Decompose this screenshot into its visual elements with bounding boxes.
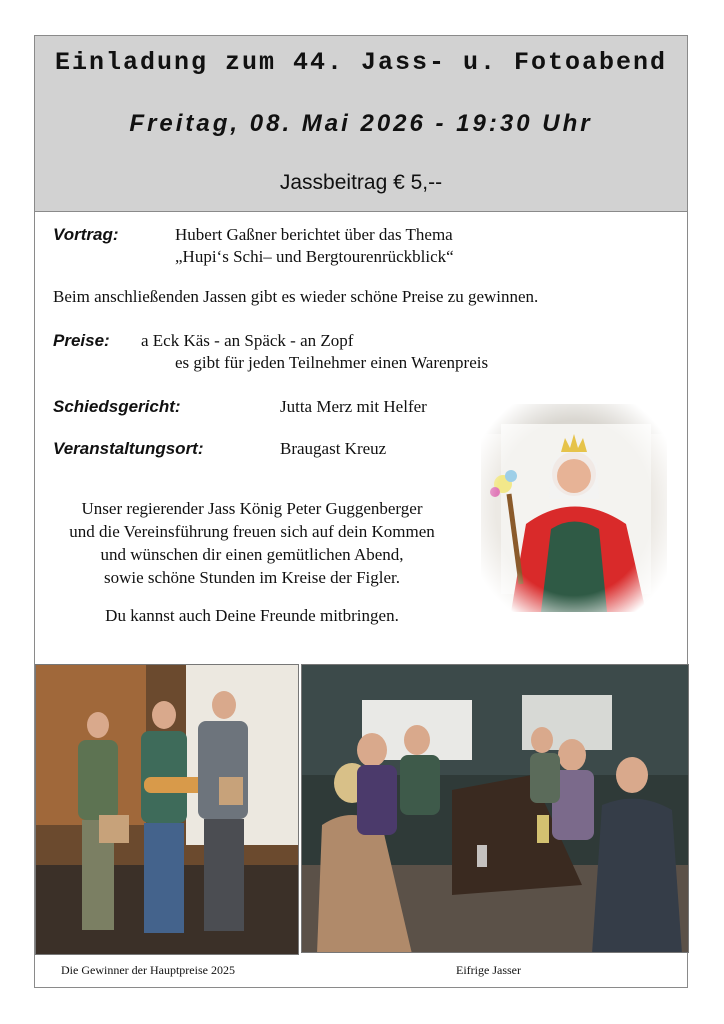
caption-left: Die Gewinner der Hauptpreise 2025 bbox=[61, 963, 235, 977]
vortrag-line-1: Hubert Gaßner berichtet über das Thema bbox=[175, 225, 453, 244]
preise-line-1: a Eck Käs - an Späck - an Zopf bbox=[141, 331, 354, 350]
message-line-4: sowie schöne Stunden im Kreise der Figler. bbox=[103, 568, 401, 587]
schiedsgericht-label: Schiedsgericht: bbox=[53, 397, 181, 416]
winners-photo bbox=[35, 664, 299, 955]
event-date: Freitag, 08. Mai 2026 - 19:30 Uhr bbox=[129, 110, 593, 137]
message-line-2: und die Vereinsführung freuen sich auf dein Kommen bbox=[69, 522, 435, 541]
invitation-message bbox=[35, 497, 469, 627]
veranstaltungsort-value: Braugast Kreuz bbox=[280, 439, 387, 458]
header-banner bbox=[35, 36, 687, 212]
schiedsgericht-value: Jutta Merz mit Helfer bbox=[280, 397, 427, 416]
entry-fee: Jassbeitrag € 5,-- bbox=[279, 171, 443, 194]
intro-text: Beim anschließenden Jassen gibt es wieder schöne Preise zu gewinnen. bbox=[53, 287, 539, 306]
king-photo bbox=[481, 404, 667, 612]
caption-right: Eifrige Jasser bbox=[456, 963, 521, 977]
preise-line-2: es gibt für jeden Teilnehmer einen Warenpreis bbox=[175, 353, 489, 372]
message-line-5: Du kannst auch Deine Freunde mitbringen. bbox=[105, 606, 399, 625]
vortrag-label: Vortrag: bbox=[53, 225, 119, 244]
invitation-title: Einladung zum 44. Jass- u. Fotoabend bbox=[54, 48, 668, 77]
message-line-1: Unser regierender Jass König Peter Guggenberger bbox=[81, 499, 423, 518]
vortrag-line-2: „Hupi‘s Schi– und Bergtourenrückblick“ bbox=[175, 247, 454, 266]
invitation-frame bbox=[34, 35, 688, 988]
veranstaltungsort-label: Veranstaltungsort: bbox=[53, 439, 204, 458]
players-photo bbox=[301, 664, 689, 953]
preise-label: Preise: bbox=[53, 331, 110, 350]
message-line-3: und wünschen dir einen gemütlichen Abend, bbox=[100, 545, 404, 564]
